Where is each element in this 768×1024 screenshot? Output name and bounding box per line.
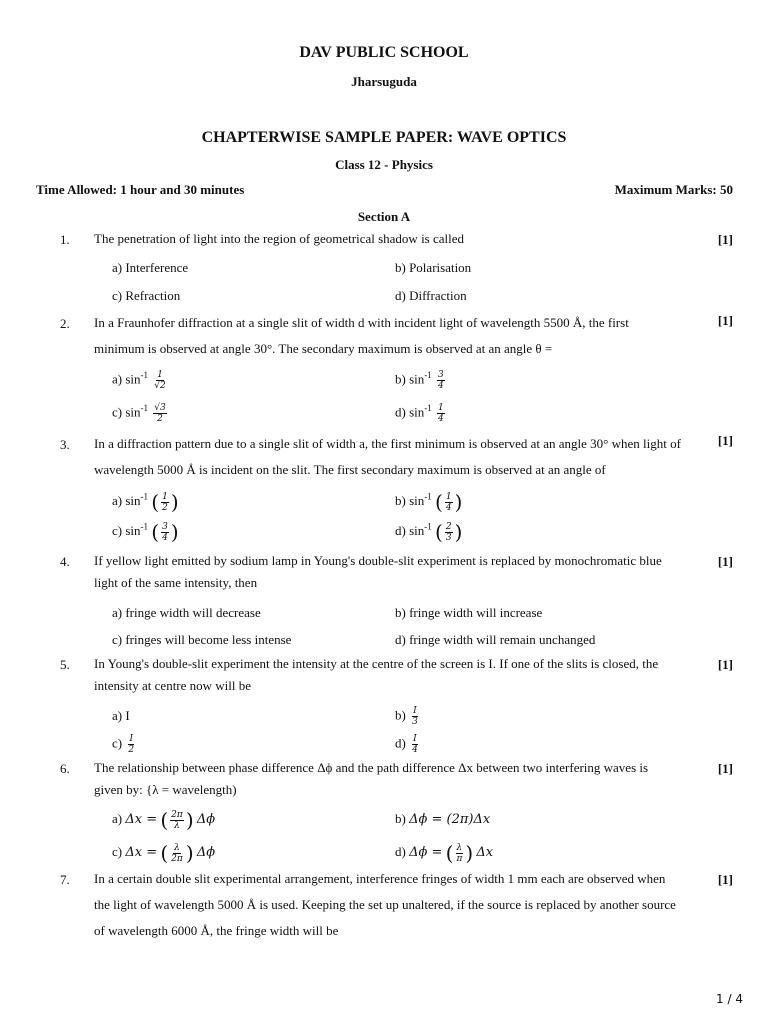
- question-number: 6.: [60, 761, 70, 776]
- option-d: d) fringe width will remain unchanged: [395, 632, 596, 647]
- class-label: Class 12 - Physics: [335, 157, 433, 172]
- question-marks: [1]: [717, 554, 733, 569]
- option-d: d) $\frac{I}{4}$: [395, 734, 418, 755]
- question-text-line-1: In a certain double slit experimental arrangement, interference fringes of width 1 mm each are observed when: [94, 871, 666, 886]
- paper-title: CHAPTERWISE SAMPLE PAPER: WAVE OPTICS: [201, 129, 567, 146]
- question-text-line-1: In a diffraction pattern due to a single slit of width a, the first minimum is observed at an angle 30° when light of: [94, 436, 681, 451]
- option-b: b) $\sin^{-1}$ $\frac{3}{4}$: [395, 370, 444, 391]
- option-c: c) Δx = ( $\frac{\lambda}{2\pi}$ ) Δϕ: [112, 841, 216, 865]
- school-city: Jharsuguda: [351, 74, 417, 89]
- question-text-line-2: minimum is observed at angle 30°. The secondary maximum is observed at an angle θ =: [94, 341, 553, 356]
- option-b: b) Δϕ = (2π)Δx: [395, 811, 491, 827]
- maximum-marks: Maximum Marks: 50: [614, 182, 733, 197]
- question-text-line-1: In Young's double-slit experiment the intensity at the centre of the screen is I. If one of the slits is closed, the: [94, 656, 659, 671]
- question-text-line-2: the light of wavelength 5000 Å is used. Keeping the set up unaltered, if the source is replaced by another source: [94, 897, 676, 912]
- option-a: a) fringe width will decrease: [112, 605, 261, 620]
- option-c: c) $\frac{I}{2}$: [112, 734, 135, 755]
- option-a: a) Interference: [112, 260, 189, 275]
- option-d: d) $\sin^{-1}$ ( $\frac{2}{3}$ ): [395, 520, 463, 544]
- question-marks: [1]: [717, 433, 733, 448]
- question-text-line-2: intensity at centre now will be: [94, 678, 252, 693]
- time-allowed: Time Allowed: 1 hour and 30 minutes: [36, 182, 245, 197]
- option-c: c) $\sin^{-1}$ $\frac{√3}{2}$: [112, 403, 166, 424]
- question-number: 5.: [60, 657, 70, 672]
- option-c: c) Refraction: [112, 288, 181, 303]
- option-b: b) $\sin^{-1}$ ( $\frac{1}{4}$ ): [395, 490, 463, 514]
- option-d: d) $\sin^{-1}$ $\frac{1}{4}$: [395, 403, 444, 424]
- option-a: a) $\sin^{-1}$ ( $\frac{1}{2}$ ): [112, 490, 179, 514]
- question-marks: [1]: [717, 313, 733, 328]
- question-text-line-2: wavelength 5000 Å is incident on the slit. The first secondary maximum is observed at an angle of: [94, 462, 606, 477]
- section-heading: Section A: [357, 209, 411, 224]
- option-d: d) Diffraction: [395, 288, 467, 303]
- option-a: a) I: [112, 708, 130, 723]
- option-d: d) Δϕ = ( $\frac{\lambda}{\pi}$ ) Δx: [395, 841, 494, 865]
- question-text-line-1: In a Fraunhofer diffraction at a single slit of width d with incident light of wavelength 5500 Å, the first: [94, 315, 629, 330]
- question-text-line-3: of wavelength 6000 Å, the fringe width will be: [94, 923, 339, 938]
- option-b: b) Polarisation: [395, 260, 472, 275]
- question-number: 1.: [60, 232, 70, 247]
- question-number: 4.: [60, 554, 70, 569]
- option-a: a) Δx = ( $\frac{2\pi}{\lambda}$ ) Δϕ: [112, 808, 216, 832]
- option-c: c) fringes will become less intense: [112, 632, 292, 647]
- question-number: 3.: [60, 437, 70, 452]
- question-text-line-2: light of the same intensity, then: [94, 575, 258, 590]
- question-number: 7.: [60, 872, 70, 887]
- question-marks: [1]: [717, 232, 733, 247]
- question-text-line-1: If yellow light emitted by sodium lamp in Young's double-slit experiment is replaced by monochromatic blue: [94, 553, 662, 568]
- option-c: c) $\sin^{-1}$ ( $\frac{3}{4}$ ): [112, 520, 179, 544]
- question-number: 2.: [60, 316, 70, 331]
- school-name: DAV PUBLIC SCHOOL: [299, 44, 469, 61]
- option-b: b) $\frac{I}{3}$: [395, 706, 418, 727]
- question-marks: [1]: [717, 872, 733, 887]
- option-a: a) $\sin^{-1}$ $\frac{1}{√2}$: [112, 370, 166, 391]
- question-marks: [1]: [717, 657, 733, 672]
- question-text-line-1: The relationship between phase difference Δϕ and the path difference Δx between two interfering waves is: [94, 760, 649, 775]
- option-b: b) fringe width will increase: [395, 605, 543, 620]
- page-indicator: 1 / 4: [716, 992, 743, 1006]
- question-text: The penetration of light into the region of geometrical shadow is called: [94, 231, 465, 246]
- question-text-line-2: given by: {λ = wavelength): [94, 782, 237, 797]
- question-marks: [1]: [717, 761, 733, 776]
